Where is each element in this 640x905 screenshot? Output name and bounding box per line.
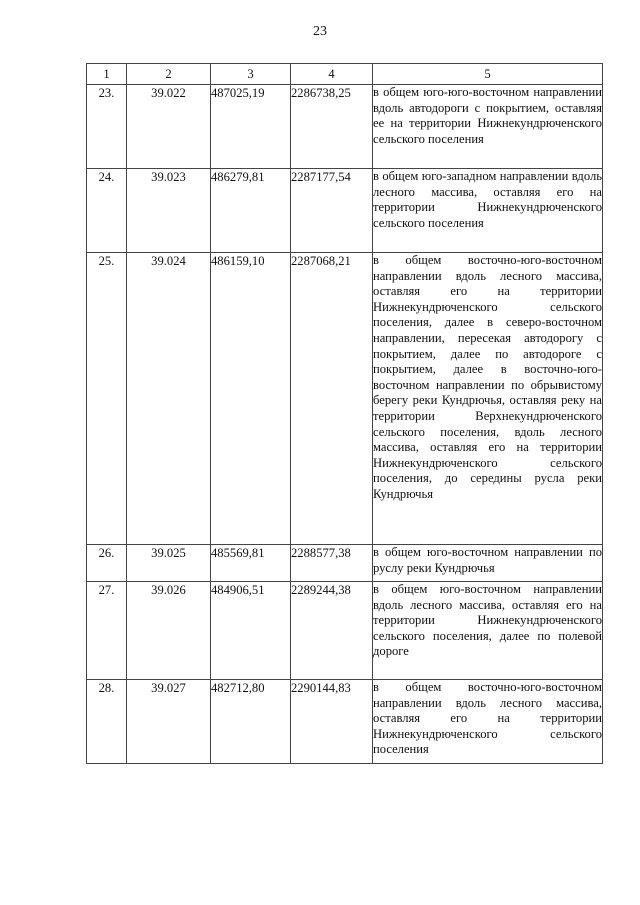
table-header-row xyxy=(87,64,603,85)
point-code: 39.025 xyxy=(127,545,211,582)
column-header: 5 xyxy=(373,64,603,85)
row-number: 26. xyxy=(87,545,127,582)
point-code: 39.026 xyxy=(127,582,211,680)
point-code: 39.022 xyxy=(127,85,211,169)
point-code: 39.027 xyxy=(127,680,211,764)
coordinate-y: 2288577,38 xyxy=(291,545,373,582)
table-row xyxy=(87,169,603,253)
table-row xyxy=(87,680,603,764)
coordinate-y: 2286738,25 xyxy=(291,85,373,169)
table-row xyxy=(87,85,603,169)
point-code: 39.024 xyxy=(127,253,211,545)
point-code: 39.023 xyxy=(127,169,211,253)
coordinate-x: 487025,19 xyxy=(211,85,291,169)
row-number: 27. xyxy=(87,582,127,680)
coordinate-x: 484906,51 xyxy=(211,582,291,680)
coordinate-x: 486159,10 xyxy=(211,253,291,545)
boundary-description: в общем юго-западном направлении вдоль лесного массива, оставляя его на территории Нижнекундрюченского сельского поселения xyxy=(373,169,603,253)
coordinate-y: 2287068,21 xyxy=(291,253,373,545)
table-row xyxy=(87,545,603,582)
row-number: 24. xyxy=(87,169,127,253)
column-header: 3 xyxy=(211,64,291,85)
boundary-description: в общем юго-юго-восточном направлении вдоль автодороги с покрытием, оставляя ее на территории Нижнекундрюченского сельского поселения xyxy=(373,85,603,169)
column-header: 4 xyxy=(291,64,373,85)
boundary-description: в общем восточно-юго-восточном направлении вдоль лесного массива, оставляя его на территории Нижнекундрюченского сельского поселения xyxy=(373,680,603,764)
row-number: 23. xyxy=(87,85,127,169)
column-header: 2 xyxy=(127,64,211,85)
table-row xyxy=(87,253,603,545)
row-number: 28. xyxy=(87,680,127,764)
coordinate-y: 2290144,83 xyxy=(291,680,373,764)
table-row xyxy=(87,582,603,680)
boundary-description: в общем восточно-юго-восточном направлении вдоль лесного массива, оставляя его на территории Нижнекундрюченского сельского поселения, далее в северо-восточном направлении, пересекая автодорогу с покрытием, далее по автодороге с покрытием, далее в восточно-юго-восточном направлении по обрывистому берегу реки Кундрючья, оставляя реку на территории Верхнекундрюченского сельского поселения, вдоль лесного массива, оставляя его на территории Нижнекундрюченского сельского поселения, до середины русла реки Кундрючья xyxy=(373,253,603,545)
coordinate-x: 485569,81 xyxy=(211,545,291,582)
coordinate-y: 2289244,38 xyxy=(291,582,373,680)
coordinate-y: 2287177,54 xyxy=(291,169,373,253)
coordinate-x: 486279,81 xyxy=(211,169,291,253)
row-number: 25. xyxy=(87,253,127,545)
page-number: 23 xyxy=(313,24,327,39)
boundary-description: в общем юго-восточном направлении вдоль лесного массива, оставляя его на территории Нижнекундрюченского сельского поселения, далее по полевой дороге xyxy=(373,582,603,680)
column-header: 1 xyxy=(87,64,127,85)
boundary-description: в общем юго-восточном направлении по руслу реки Кундрючья xyxy=(373,545,603,582)
boundary-points-table xyxy=(86,63,603,764)
coordinate-x: 482712,80 xyxy=(211,680,291,764)
